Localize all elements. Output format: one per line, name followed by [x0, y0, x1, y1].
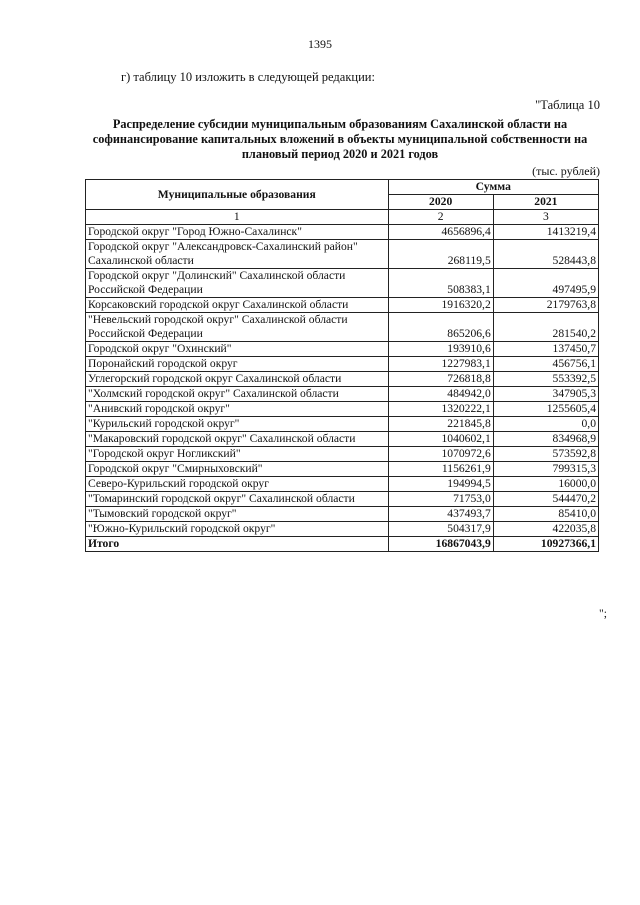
- subsidy-table: [85, 179, 599, 552]
- table-row: [86, 387, 599, 402]
- table-row: [86, 269, 599, 298]
- value-2020: 1320222,1: [388, 402, 493, 417]
- value-2020: 484942,0: [388, 387, 493, 402]
- table-body: [86, 225, 599, 537]
- value-2021: 137450,7: [493, 342, 598, 357]
- table-row: [86, 240, 599, 269]
- header-municipality: Муниципальные образования: [86, 180, 389, 210]
- value-2021: 347905,3: [493, 387, 598, 402]
- value-2021: 799315,3: [493, 462, 598, 477]
- value-2020: 268119,5: [388, 240, 493, 269]
- municipality-name: "Городской округ Ногликский": [86, 447, 389, 462]
- value-2021: 1413219,4: [493, 225, 598, 240]
- municipality-name: "Томаринский городской округ" Сахалинской области: [86, 492, 389, 507]
- municipality-name: Корсаковский городской округ Сахалинской области: [86, 298, 389, 313]
- closing-quote: ";: [599, 607, 607, 620]
- header-year-2021: 2021: [493, 195, 598, 210]
- header-year-2020: 2020: [388, 195, 493, 210]
- table-row: [86, 342, 599, 357]
- municipality-name: "Макаровский городской округ" Сахалинской области: [86, 432, 389, 447]
- header-sum: Сумма: [388, 180, 598, 195]
- table-row: [86, 507, 599, 522]
- municipality-name: Углегорский городской округ Сахалинской области: [86, 372, 389, 387]
- municipality-name: Северо-Курильский городской округ: [86, 477, 389, 492]
- municipality-name: Городской округ "Охинский": [86, 342, 389, 357]
- value-2020: 865206,6: [388, 313, 493, 342]
- value-2021: 1255605,4: [493, 402, 598, 417]
- value-2021: 497495,9: [493, 269, 598, 298]
- total-2020: 16867043,9: [388, 537, 493, 552]
- value-2021: 281540,2: [493, 313, 598, 342]
- column-index-3: 3: [493, 210, 598, 225]
- value-2020: 71753,0: [388, 492, 493, 507]
- table-row: [86, 313, 599, 342]
- municipality-name: Поронайский городской округ: [86, 357, 389, 372]
- intro-text: г) таблицу 10 изложить в следующей редакции:: [121, 70, 375, 84]
- municipality-name: Городской округ "Александровск-Сахалинский район" Сахалинской области: [86, 240, 389, 269]
- table-title: Распределение субсидии муниципальным образованиям Сахалинской области на софинансирование капитальных вложений в объекты муниципальной собственности на плановый период 2020 и 2021 годов: [92, 117, 588, 161]
- municipality-name: Городской округ "Город Южно-Сахалинск": [86, 225, 389, 240]
- value-2020: 1156261,9: [388, 462, 493, 477]
- value-2021: 528443,8: [493, 240, 598, 269]
- table-row: [86, 372, 599, 387]
- table-row: [86, 447, 599, 462]
- value-2021: 553392,5: [493, 372, 598, 387]
- value-2021: 2179763,8: [493, 298, 598, 313]
- column-index-2: 2: [388, 210, 493, 225]
- value-2020: 4656896,4: [388, 225, 493, 240]
- municipality-name: "Невельский городской округ" Сахалинской области Российской Федерации: [86, 313, 389, 342]
- value-2021: 456756,1: [493, 357, 598, 372]
- municipality-name: "Курильский городской округ": [86, 417, 389, 432]
- municipality-name: "Анивский городской округ": [86, 402, 389, 417]
- value-2021: 422035,8: [493, 522, 598, 537]
- value-2020: 1227983,1: [388, 357, 493, 372]
- table-row: [86, 432, 599, 447]
- municipality-name: Городской округ "Долинский" Сахалинской области Российской Федерации: [86, 269, 389, 298]
- value-2020: 221845,8: [388, 417, 493, 432]
- value-2020: 1040602,1: [388, 432, 493, 447]
- table-row: [86, 402, 599, 417]
- page-number: 1395: [308, 37, 332, 51]
- value-2020: 726818,8: [388, 372, 493, 387]
- value-2020: 504317,9: [388, 522, 493, 537]
- value-2020: 1916320,2: [388, 298, 493, 313]
- units-label: (тыс. рублей): [532, 164, 600, 178]
- value-2021: 573592,8: [493, 447, 598, 462]
- table-row: [86, 477, 599, 492]
- value-2021: 0,0: [493, 417, 598, 432]
- municipality-name: Городской округ "Смирныховский": [86, 462, 389, 477]
- value-2021: 16000,0: [493, 477, 598, 492]
- value-2020: 193910,6: [388, 342, 493, 357]
- table-row: [86, 225, 599, 240]
- municipality-name: "Холмский городской округ" Сахалинской области: [86, 387, 389, 402]
- municipality-name: "Тымовский городской округ": [86, 507, 389, 522]
- value-2021: 544470,2: [493, 492, 598, 507]
- table-row: [86, 417, 599, 432]
- value-2021: 834968,9: [493, 432, 598, 447]
- total-label: Итого: [86, 537, 389, 552]
- total-2021: 10927366,1: [493, 537, 598, 552]
- total-row: [86, 537, 599, 552]
- table-row: [86, 357, 599, 372]
- table-row: [86, 462, 599, 477]
- value-2021: 85410,0: [493, 507, 598, 522]
- value-2020: 437493,7: [388, 507, 493, 522]
- table-row: [86, 298, 599, 313]
- municipality-name: "Южно-Курильский городской округ": [86, 522, 389, 537]
- table-label: "Таблица 10: [535, 98, 600, 112]
- column-index-1: 1: [86, 210, 389, 225]
- table-row: [86, 492, 599, 507]
- value-2020: 194994,5: [388, 477, 493, 492]
- value-2020: 508383,1: [388, 269, 493, 298]
- value-2020: 1070972,6: [388, 447, 493, 462]
- table-row: [86, 522, 599, 537]
